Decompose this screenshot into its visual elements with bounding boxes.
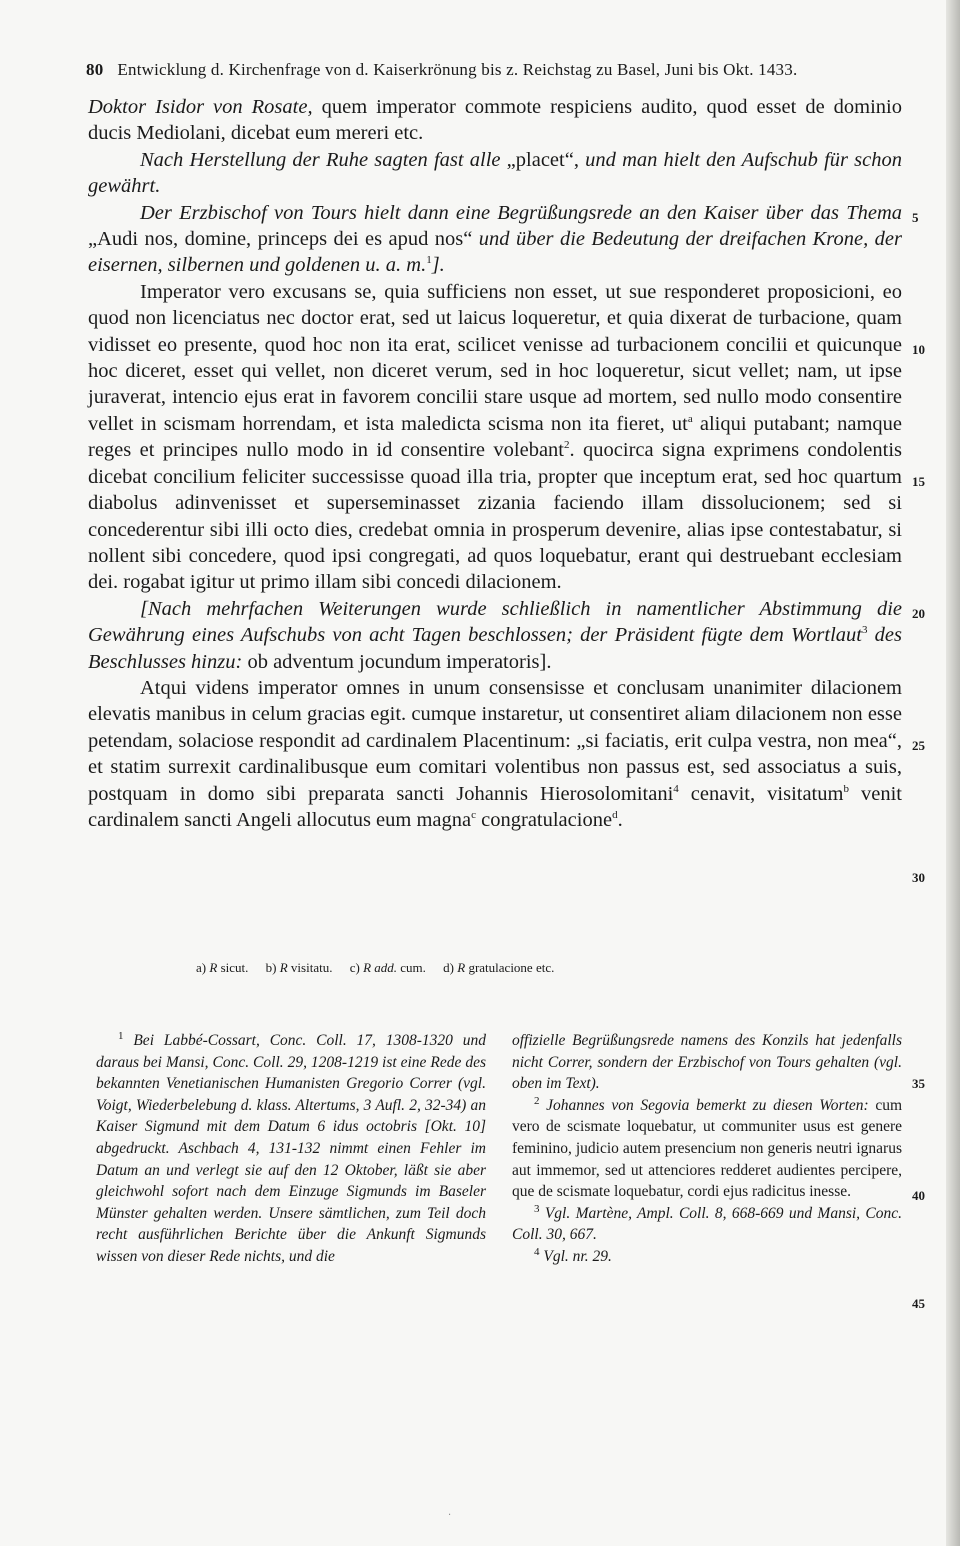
p3-italic-a: Der Erzbischof von Tours hielt dann eine Begrüßungsrede an den Kaiser über das Thema xyxy=(140,201,902,224)
variant-label: d) xyxy=(443,960,458,975)
footnote-2-number: 2 xyxy=(534,1094,540,1107)
variant-label: c) xyxy=(349,960,364,975)
line-number-5: 5 xyxy=(912,210,919,225)
footnote-1-number: 1 xyxy=(118,1029,124,1042)
footnote-4-number: 4 xyxy=(534,1245,540,1258)
p3-quote: „Audi nos, domine, princeps dei es apud nos“ xyxy=(88,228,479,251)
footnote-1-text: Bei Labbé-Cossart, Conc. Coll. 17, 1308-1320 und daraus bei Mansi, Conc. Coll. 29, 1208-1219 ist eine Rede des bekannten Venetianischen Humanisten Gregorio Correr (vgl. Voigt, Wiederbelebung d. klass. Altertums, 3 Aufl. 2, 32-34) an Kaiser Sigmund mit dem Datum 6 idus octobris [Okt. 10] abgedruckt. Aschbach 4, 131-132 nimmt einen Fehler im Datum an und verlegt sie auf den 12 Oktober, läßt sie aber gleichwohl sofort nach dem Einzuge Sigmunds im Baseler Münster gehalten werden. Unsere sämtlichen, zum Teil doch recht ausführlichen Berichte über die Ankunft Sigmunds wissen von dieser Rede nichts, und die xyxy=(96,1032,487,1265)
running-header xyxy=(86,60,886,80)
p6-text-a: Atqui videns imperator omnes in unum consensisse et conclusam unanimiter dilacionem elevatis manibus in celum gracias egit. cumque instaretur, ut consentiret aliam dilacionem non esse petendam, solaciose respondit ad cardinalem Placentinum: „si faciatis, erit culpa vestra, non mea“, et statim surrexit cardinalibusque eum comitari volentibus non passus est, sed associatus a suis, postquam in domo sibi preparata sancti Johannis Hierosolomitani xyxy=(88,676,902,805)
paragraph-5 xyxy=(88,596,902,675)
footnote-ref-3: 3 xyxy=(862,624,868,637)
p6-text-e: . xyxy=(617,808,623,831)
p1-latin: quem imperator commote respiciens audito, quod esset de dominio ducis Mediolani, dicebat eum mereri etc. xyxy=(88,96,903,145)
paragraph-6 xyxy=(88,675,902,833)
variant-ref-b: b xyxy=(843,782,849,795)
footnote-ref-4: 4 xyxy=(673,782,679,795)
variant-ref-d: d xyxy=(612,809,618,822)
p6-text-d: congratulacione xyxy=(476,808,613,831)
footnote-3-text: Vgl. Martène, Ampl. Coll. 8, 668-669 und Mansi, Conc. Coll. 30, 667. xyxy=(512,1204,902,1244)
p6-text-b: cenavit, visitatum xyxy=(678,782,844,805)
variant-siglum: R xyxy=(457,960,466,975)
footnote-line-number-40: 40 xyxy=(912,1188,925,1203)
variant-text: visitatu. xyxy=(287,960,333,975)
footnote-2 xyxy=(512,1095,902,1203)
paragraph-2 xyxy=(88,147,902,200)
line-number-20: 20 xyxy=(912,606,925,621)
footnote-4 xyxy=(512,1246,902,1268)
footnote-2-intro: Johannes von Segovia bemerkt zu diesen Worten: xyxy=(546,1096,869,1114)
paragraph-3 xyxy=(88,200,902,279)
footnote-column-right xyxy=(512,1030,902,1268)
footnote-4-text: Vgl. nr. 29. xyxy=(543,1247,612,1265)
variant-b xyxy=(266,960,333,975)
footnote-1 xyxy=(96,1030,486,1268)
footnote-3-number: 3 xyxy=(534,1202,540,1215)
variant-siglum: R xyxy=(279,960,288,975)
variant-c xyxy=(350,960,426,975)
p1-italic: Doktor Isidor von Rosate, xyxy=(88,96,313,118)
footnote-2-quote: cum vero de scismate loquebatur, ut communiter usus est genere feminino, judicio autem presencium non generis neutri ignarus aut immemor, sed ut attenciores redderet audientes percipere, que de scismate loquebatur, cordi ejus radicitus inesse. xyxy=(512,1096,903,1201)
footnote-3 xyxy=(512,1203,902,1246)
p4-text-a: Imperator vero excusans se, quia sufficiens non esset, ut sue responderet proposicioni, eo quod non licenciatus nec doctor erat, sed ut laicus loqueretur, et quia dixerat de turbacione, quam vidisset eo presente, quod hoc non ita erat, scilicet venisse ad turbacionem concilii et quicunque hoc diceret, esset qui vellet, non diceret verum, sed in hoc loqueretur, sicut vellet; nam, ut ipse juraverat, intencio ejus erat in favorem concilii stare usque ad mortem, sed nullo modo consentire vellet in scismam horrendam, et ista maledicta scisma non ita fieret, ut xyxy=(88,280,902,435)
footnote-1-continued xyxy=(512,1030,902,1095)
variant-text: cum. xyxy=(397,960,426,975)
p4-text-c: . quocirca signa exprimens condolentis dicebat concilium feliciter successisse quoad illa tria, propter que inceptum erat, sed hoc quartum diabolus adinvenisset et superseminasset zizania faciendo illam dissolucionem; sed si concederentur sibi illi octo dies, credebat omnia in prosperum devenire, alias ipse contestabatur, si nollent sibi concedere, quod ipsi congregati, ad quos loquebatur, erant qui destruebant ecclesiam dei. rogabat igitur ut primo illam sibi concedi dilacionem. xyxy=(88,439,902,594)
variant-apparatus xyxy=(196,960,568,976)
p2-italic-a: Nach Herstellung der Ruhe sagten fast alle xyxy=(140,148,501,171)
line-number-30: 30 xyxy=(912,870,925,885)
variant-siglum: R add. xyxy=(363,960,398,975)
footnote-column-left xyxy=(96,1030,486,1268)
line-number-10: 10 xyxy=(912,342,925,357)
footnote-line-number-35: 35 xyxy=(912,1076,925,1091)
p2-italic-c: und man hielt den Aufschub für schon gewährt. xyxy=(88,148,903,198)
variant-label: a) xyxy=(196,960,210,975)
p5-latin: ob adventum jocundum imperatoris]. xyxy=(242,650,552,673)
page-speck: ‧ xyxy=(448,1510,452,1521)
p5-italic-b: des Beschlusses hinzu: xyxy=(88,624,903,673)
variant-label: b) xyxy=(265,960,280,975)
paragraph-4 xyxy=(88,279,902,596)
line-number-25: 25 xyxy=(912,738,925,753)
p4-text-b: aliqui putabant; namque reges et principes nullo modo in id consentire volebant xyxy=(88,412,902,462)
variant-text: gratulacione etc. xyxy=(465,960,555,975)
running-title: Entwicklung d. Kirchenfrage von d. Kaiserkrönung bis z. Reichstag zu Basel, Juni bis Okt. 1433. xyxy=(117,60,798,79)
variant-ref-a: a xyxy=(687,413,693,426)
footnote-line-number-45: 45 xyxy=(912,1296,925,1311)
p6-text-c: venit cardinalem sancti Angeli allocutus eum magna xyxy=(88,782,902,831)
variant-d xyxy=(443,960,554,975)
p3-italic-c: und über die Bedeutung der dreifachen Krone, der eisernen, silbernen und goldenen u. a. m. xyxy=(88,228,902,277)
footnote-ref-1: 1 xyxy=(426,254,432,267)
page-number: 80 xyxy=(86,60,104,79)
variant-text: sicut. xyxy=(217,960,249,975)
main-text xyxy=(88,94,902,833)
line-number-15: 15 xyxy=(912,474,925,489)
p2-quote: „placet“, xyxy=(500,148,586,171)
p5-italic-a: [Nach mehrfachen Weiterungen wurde schließlich in namentlicher Abstimmung die Gewährung eines Aufschubs von acht Tagen beschlossen; der Präsident fügte dem Wortlaut xyxy=(88,597,902,647)
page-edge-shadow xyxy=(946,0,960,1546)
variant-siglum: R xyxy=(209,960,218,975)
p3-close: ]. xyxy=(431,254,445,277)
variant-a xyxy=(196,960,248,975)
paragraph-1 xyxy=(88,94,902,147)
footnote-1-continuation: offizielle Begrüßungsrede namens des Konzils hat jedenfalls nicht Correr, sondern der Erzbischof von Tours gehalten (vgl. oben im Text). xyxy=(512,1032,902,1093)
footnote-ref-2: 2 xyxy=(564,439,570,452)
variant-ref-c: c xyxy=(471,809,477,822)
